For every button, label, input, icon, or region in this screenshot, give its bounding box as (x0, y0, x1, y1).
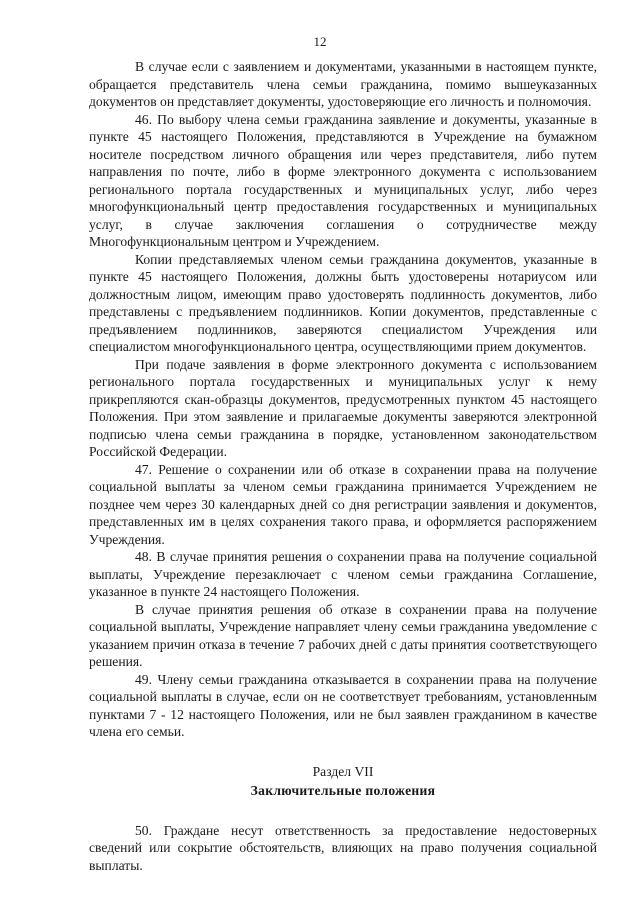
paragraph-representative-documents: В случае если с заявлением и документами, указанными в настоящем пункте, обращается представитель члена семьи гражданина, помимо вышеуказанных документов он представляет документы, удостоверяющие его личность и полномочия. (89, 59, 597, 109)
paragraph-47: 47. Решение о сохранении или об отказе в сохранении права на получение социальной выплаты за членом семьи гражданина принимается Учреждением не позднее чем через 30 календарных дней со дня регистрации заявления и документов, представленных им в целях сохранения такого права, и оформляется распоряжением Учреждения. (89, 461, 597, 547)
paragraph-48: 48. В случае принятия решения о сохранении права на получение социальной выплаты, Учреждение перезаключает с членом семьи гражданина Соглашение, указанное в пункте 24 настоящего Положения. (89, 549, 597, 599)
document-body (89, 58, 597, 874)
section-heading: Раздел VII (312, 763, 374, 779)
paragraph-document-copies: Копии представляемых членом семьи гражданина документов, указанные в пункте 45 настоящего Положения, должны быть удостоверены нотариусом или должностным лицом, имеющим право удостоверять подлинность документов, либо представлены с предъявлением подлинников. Копии документов, представленные с предъявлением подлинников, заверяются специалистом Учреждения или специалистом многофункционального центра, осуществляющими прием документов. (89, 251, 597, 354)
paragraph-electronic-submission: При подаче заявления в форме электронного документа с использованием регионального портала государственных и муниципальных услуг к нему прикрепляются скан-образцы документов, предусмотренных пунктом 45 настоящего Положения. При этом заявление и прилагаемые документы заверяются электронной подписью члена семьи гражданина в порядке, установленном законодательством Российской Федерации. (89, 356, 597, 459)
section-title: Заключительные положения (250, 783, 436, 798)
paragraph-49: 49. Члену семьи гражданина отказывается в сохранении права на получение социальной выплаты в случае, если он не соответствует требованиям, установленным пунктами 7 - 12 настоящего Положения, или не был заявлен гражданином в качестве члена его семьи. (89, 671, 597, 739)
paragraph-50: 50. Граждане несут ответственность за предоставление недостоверных сведений или сокрытие обстоятельств, влияющих на право получения социальной выплаты. (89, 822, 597, 873)
paragraph-refusal-notice: В случае принятия решения об отказе в сохранении права на получение социальной выплаты, Учреждение направляет члену семьи гражданина уведомление с указанием причин отказа в течение 7 рабочих дней с даты принятия соответствующего решения. (89, 601, 597, 669)
page-number: 12 (313, 34, 327, 49)
paragraph-46: 46. По выбору члена семьи гражданина заявление и документы, указанные в пункте 45 настоящего Положения, представляются в Учреждение на бумажном носителе посредством личного обращения или через представителя, либо путем направления по почте, либо в форме электронного документа с использованием регионального портала государственных и муниципальных услуг, либо через многофункциональный центр предоставления государственных и муниципальных услуг, в случае заключения соглашения о сотрудничестве между Многофункциональным центром и Учреждением. (89, 111, 597, 249)
